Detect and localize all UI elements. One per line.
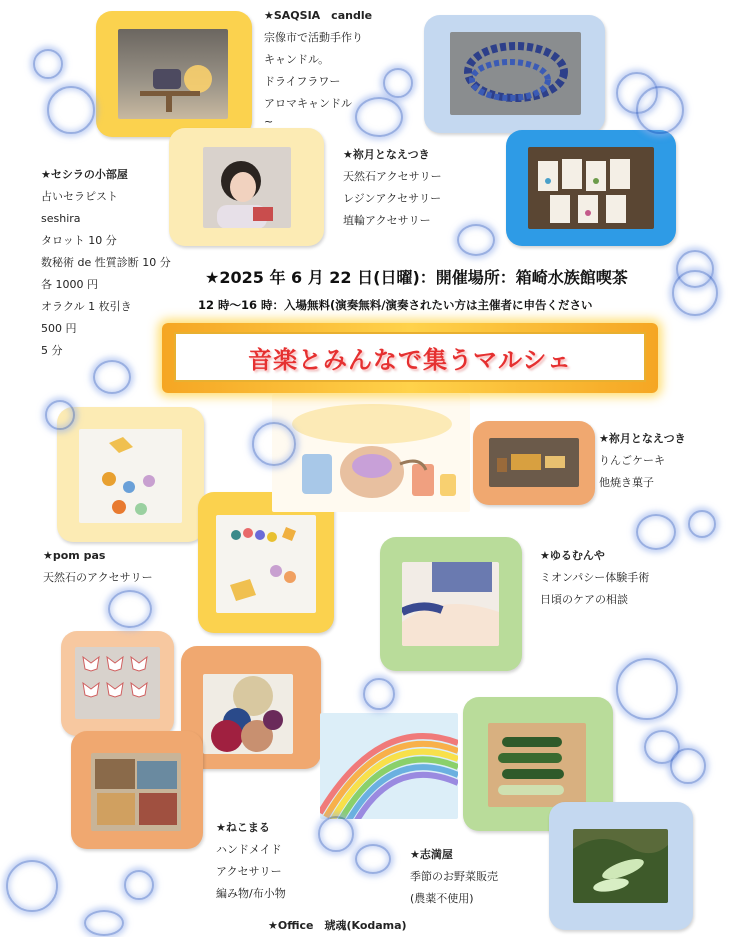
teapot-illustration [272, 394, 470, 512]
title-banner-inner [174, 332, 646, 382]
shougetsu-accessory-info [343, 144, 442, 232]
butterfly-illustration [75, 647, 160, 719]
bubble-decoration [355, 844, 391, 874]
bubble-decoration [124, 870, 154, 900]
fabric-illustration [91, 753, 181, 831]
shimanya-line: 季節のお野菜販売 [410, 870, 498, 883]
saqsia-line: ~ [264, 115, 274, 128]
shimanya-title: ★志満屋 [410, 848, 453, 861]
fabric-photo [91, 753, 181, 831]
bubble-decoration [363, 678, 395, 710]
shimanya-info [410, 844, 498, 910]
zucchini-photo-frame [549, 802, 693, 930]
nekomaru-line: ハンドメイド [216, 843, 282, 856]
seshira-line: オラクル 1 枚引き [41, 300, 132, 313]
bubble-decoration [457, 224, 495, 256]
event-title: 音楽とみんなで集うマルシェ [248, 345, 572, 374]
portrait-illustration [203, 147, 291, 228]
saqsia-line: アロマキャンドル [264, 97, 352, 110]
pompas-info [43, 545, 153, 589]
shougetsu-sweets-title: ★祢月となえつき [599, 432, 686, 445]
earrings-photo-1 [79, 429, 182, 523]
saqsia-line: キャンドル。 [264, 53, 330, 66]
seshira-line: seshira [41, 212, 81, 225]
bubble-decoration [670, 748, 706, 784]
saqsia-title: ★SAQSIA candle [264, 9, 373, 22]
earrings-photo-2 [216, 515, 316, 613]
candle-illustration [118, 29, 228, 119]
pompas-title: ★pom pas [43, 549, 106, 562]
nekomaru-line: アクセサリー [216, 865, 282, 878]
butterfly-photo-frame [61, 631, 174, 736]
bubble-decoration [33, 49, 63, 79]
seshira-line: 占いセラピスト [41, 190, 118, 203]
therapy-illustration [402, 562, 499, 646]
shougetsu-line: レジンアクセサリー [343, 192, 442, 205]
crochet-illustration [203, 674, 293, 754]
seshira-line: 5 分 [41, 344, 63, 357]
shougetsu-line: 埴輪アクセサリー [343, 214, 431, 227]
yurumunya-title: ★ゆるむんや [540, 549, 605, 562]
bubble-decoration [355, 97, 403, 137]
nekomaru-info [216, 817, 286, 905]
shougetsu-sweets-info [599, 428, 686, 494]
bubble-decoration [252, 422, 296, 466]
bracelet-photo [450, 32, 581, 115]
seshira-title: ★セシラの小部屋 [41, 168, 128, 181]
office-info [268, 918, 407, 934]
seshira-photo-frame [169, 128, 324, 246]
nekomaru-line: 編み物/布小物 [216, 887, 286, 900]
yurumunya-line: ミオンパシー体験手術 [540, 571, 650, 584]
bubble-decoration [45, 400, 75, 430]
shougetsu-sweets-line: 他焼き菓子 [599, 476, 654, 489]
seshira-line: 各 1000 円 [41, 278, 98, 291]
bubble-decoration [616, 658, 678, 720]
bubble-decoration [636, 86, 684, 134]
saqsia-photo-frame [96, 11, 252, 137]
bubble-decoration [84, 910, 124, 936]
sweets-photo [489, 438, 579, 487]
pendant-cards-photo [528, 147, 654, 229]
bubble-decoration [318, 816, 354, 852]
cucumber-photo [488, 723, 586, 807]
rainbow-illustration [320, 713, 458, 819]
bubble-decoration [108, 590, 152, 628]
earrings-illustration-2 [216, 515, 316, 613]
event-date-location: ★2025 年 6 月 22 日(日曜)：開催場所：箱崎水族館喫茶 [205, 268, 628, 287]
yurumunya-info [540, 545, 649, 611]
butterfly-photo [75, 647, 160, 719]
shougetsu-line: 天然石アクセサリー [343, 170, 442, 183]
seshira-line: 数秘術 de 性質診断 10 分 [41, 256, 171, 269]
office-title: ★Office 琥魂(Kodama) [268, 919, 407, 932]
pompas-photo-frame-1 [57, 407, 204, 542]
shougetsu-title: ★祢月となえつき [343, 148, 430, 161]
seshira-line: タロット 10 分 [41, 234, 117, 247]
title-banner [162, 323, 658, 393]
sweets-illustration [489, 438, 579, 487]
bubble-decoration [383, 68, 413, 98]
rainbow-drawing [320, 713, 458, 819]
seshira-photo [203, 147, 291, 228]
yurumunya-photo-frame [380, 537, 522, 671]
zucchini-photo [573, 829, 668, 903]
saqsia-line: 宗像市で活動手作り [264, 31, 363, 44]
bubble-decoration [688, 510, 716, 538]
sweets-photo-frame [473, 421, 595, 505]
cards-illustration [528, 147, 654, 229]
seshira-info [41, 164, 171, 362]
shimanya-line: (農薬不使用) [410, 892, 474, 905]
crochet-photo [203, 674, 293, 754]
bubble-decoration [672, 270, 718, 316]
zucchini-illustration [573, 829, 668, 903]
seshira-line: 500 円 [41, 322, 77, 335]
shougetsu-sweets-line: りんごケーキ [599, 454, 665, 467]
nekomaru-title: ★ねこまる [216, 821, 270, 834]
earrings-illustration-1 [79, 429, 182, 523]
saqsia-line: ドライフラワー [264, 75, 341, 88]
fabric-photo-frame [71, 731, 203, 849]
tea-illustration [272, 394, 470, 512]
therapy-photo [402, 562, 499, 646]
yurumunya-line: 日頃のケアの相談 [540, 593, 628, 606]
shougetsu-photo-frame [506, 130, 676, 246]
pompas-line: 天然石のアクセサリー [43, 571, 153, 584]
bracelet-illustration [450, 32, 581, 115]
bubble-decoration [47, 86, 95, 134]
bracelet-photo-frame [424, 15, 605, 133]
pompas-photo-frame-2 [198, 492, 334, 633]
cucumber-illustration [488, 723, 586, 807]
candle-photo [118, 29, 228, 119]
bubble-decoration [636, 514, 676, 550]
event-time-admission: 12 時〜16 時：入場無料(演奏無料/演奏されたい方は主催者に申告ください [198, 298, 593, 312]
bubble-decoration [6, 860, 58, 912]
bubble-decoration [93, 360, 131, 394]
